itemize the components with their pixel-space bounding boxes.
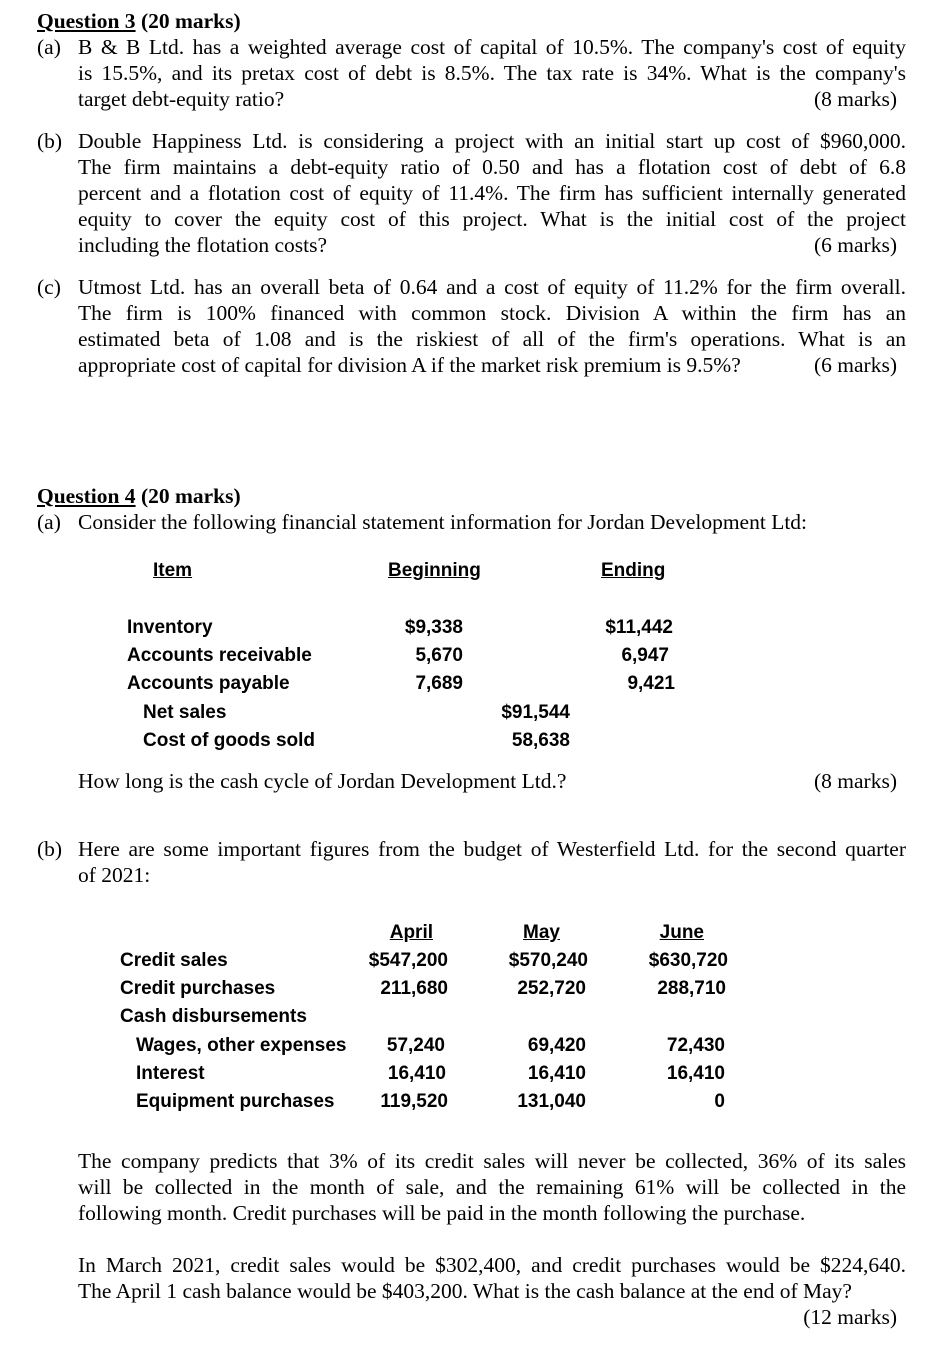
q3b-line-1: Double Happiness Ltd. is considering a project with an initial start up cost of $960,000. bbox=[78, 129, 906, 153]
q4a-label: (a) bbox=[37, 510, 61, 534]
q3a-line-1: B & B Ltd. has a weighted average cost of capital of 10.5%. The company's cost of equity bbox=[78, 35, 906, 59]
row-inventory-beginning: $9,338 bbox=[404, 617, 463, 638]
credit-purchases-label: Credit purchases bbox=[120, 978, 276, 999]
month-may: May bbox=[523, 922, 560, 943]
credit-sales-april: $547,200 bbox=[368, 950, 448, 971]
q4b-marks: (12 marks) bbox=[803, 1305, 897, 1329]
q3a-marks: (8 marks) bbox=[814, 87, 897, 111]
q4b-intro-line-2: of 2021: bbox=[78, 863, 151, 887]
q3a-label: (a) bbox=[37, 35, 61, 59]
credit-purchases-april: 211,680 bbox=[380, 978, 448, 999]
month-april: April bbox=[389, 922, 433, 943]
interest-label: Interest bbox=[136, 1063, 205, 1084]
table-header-beginning: Beginning bbox=[388, 560, 481, 581]
q4a-marks: (8 marks) bbox=[814, 769, 897, 793]
equipment-may: 131,040 bbox=[517, 1091, 586, 1112]
wages-label: Wages, other expenses bbox=[136, 1035, 347, 1056]
row-cogs-value: 58,638 bbox=[511, 730, 570, 751]
wages-june: 72,430 bbox=[666, 1035, 725, 1056]
row-ar-ending: 6,947 bbox=[621, 645, 669, 666]
interest-may: 16,410 bbox=[527, 1063, 586, 1084]
row-cogs-label: Cost of goods sold bbox=[143, 730, 316, 751]
credit-sales-may: $570,240 bbox=[508, 950, 588, 971]
q3c-line-3: estimated beta of 1.08 and is the riskiest of all of the firm's operations. What is an bbox=[78, 327, 906, 351]
wages-may: 69,420 bbox=[527, 1035, 586, 1056]
q3b-label: (b) bbox=[37, 129, 63, 153]
table-header-ending: Ending bbox=[601, 560, 666, 581]
table-header-item: Item bbox=[153, 560, 193, 581]
q3-title-number: Question 3 bbox=[37, 9, 136, 33]
credit-sales-june: $630,720 bbox=[648, 950, 728, 971]
q3c-label: (c) bbox=[37, 275, 61, 299]
q4b-para1-line-1: The company predicts that 3% of its credit sales will never be collected, 36% of its sales bbox=[78, 1149, 906, 1173]
q4b-label: (b) bbox=[37, 837, 63, 861]
q4b-para2-line-1: In March 2021, credit sales would be $302,400, and credit purchases would be $224,640. bbox=[78, 1253, 906, 1277]
q3b-line-2: The firm maintains a debt-equity ratio of 0.50 and has a flotation cost of debt of 6.8 bbox=[78, 155, 906, 179]
q3b-line-4: equity to cover the equity cost of this project. What is the initial cost of the project bbox=[78, 207, 906, 231]
row-inventory-label: Inventory bbox=[127, 617, 213, 638]
q3c-line-2: The firm is 100% financed with common stock. Division A within the firm has an bbox=[78, 301, 906, 325]
row-inventory-ending: $11,442 bbox=[605, 617, 673, 638]
q4b-para1-line-2: will be collected in the month of sale, and the remaining 61% will be collected in the bbox=[78, 1175, 906, 1199]
q4-title-number: Question 4 bbox=[37, 484, 136, 508]
equipment-april: 119,520 bbox=[380, 1091, 448, 1112]
wages-april: 57,240 bbox=[386, 1035, 445, 1056]
credit-purchases-june: 288,710 bbox=[657, 978, 726, 999]
cash-disbursements-label: Cash disbursements bbox=[120, 1006, 307, 1027]
q4-title-marks: (20 marks) bbox=[135, 484, 241, 508]
row-ap-label: Accounts payable bbox=[127, 673, 290, 694]
q3c-line-4: appropriate cost of capital for division A if the market risk premium is 9.5%? bbox=[78, 353, 741, 377]
row-ar-label: Accounts receivable bbox=[127, 645, 312, 666]
q4b-para2-line-2: The April 1 cash balance would be $403,200. What is the cash balance at the end of May? bbox=[78, 1279, 852, 1303]
row-ar-beginning: 5,670 bbox=[415, 645, 463, 666]
row-net-sales-value: $91,544 bbox=[501, 702, 570, 723]
q3-title-marks: (20 marks) bbox=[135, 9, 241, 33]
q3a-line-3: target debt-equity ratio? bbox=[78, 87, 285, 111]
q3b-line-5: including the flotation costs? bbox=[78, 233, 327, 257]
q4-title bbox=[37, 483, 241, 509]
q3c-marks: (6 marks) bbox=[814, 353, 897, 377]
q3a-line-2: is 15.5%, and its pretax cost of debt is 8.5%. The tax rate is 34%. What is the company's bbox=[78, 61, 906, 85]
row-ap-beginning: 7,689 bbox=[415, 673, 463, 694]
q4b-intro-line-1: Here are some important figures from the budget of Westerfield Ltd. for the second quarter bbox=[78, 837, 906, 861]
q3-title bbox=[37, 8, 241, 34]
row-ap-ending: 9,421 bbox=[627, 673, 675, 694]
q4b-para1-line-3: following month. Credit purchases will be paid in the month following the purchase. bbox=[78, 1201, 806, 1225]
equipment-june: 0 bbox=[714, 1091, 725, 1112]
q4a-intro: Consider the following financial statement information for Jordan Development Ltd: bbox=[78, 510, 808, 534]
interest-june: 16,410 bbox=[666, 1063, 725, 1084]
equipment-label: Equipment purchases bbox=[136, 1091, 335, 1112]
month-june: June bbox=[659, 922, 704, 943]
q3c-line-1: Utmost Ltd. has an overall beta of 0.64 and a cost of equity of 11.2% for the firm overall. bbox=[78, 275, 906, 299]
q3b-line-3: percent and a flotation cost of equity of 11.4%. The firm has sufficient internally generated bbox=[78, 181, 906, 205]
row-net-sales-label: Net sales bbox=[143, 702, 227, 723]
q3b-marks: (6 marks) bbox=[814, 233, 897, 257]
credit-sales-label: Credit sales bbox=[120, 950, 228, 971]
q4a-question: How long is the cash cycle of Jordan Development Ltd.? bbox=[78, 769, 567, 793]
interest-april: 16,410 bbox=[387, 1063, 446, 1084]
credit-purchases-may: 252,720 bbox=[517, 978, 586, 999]
